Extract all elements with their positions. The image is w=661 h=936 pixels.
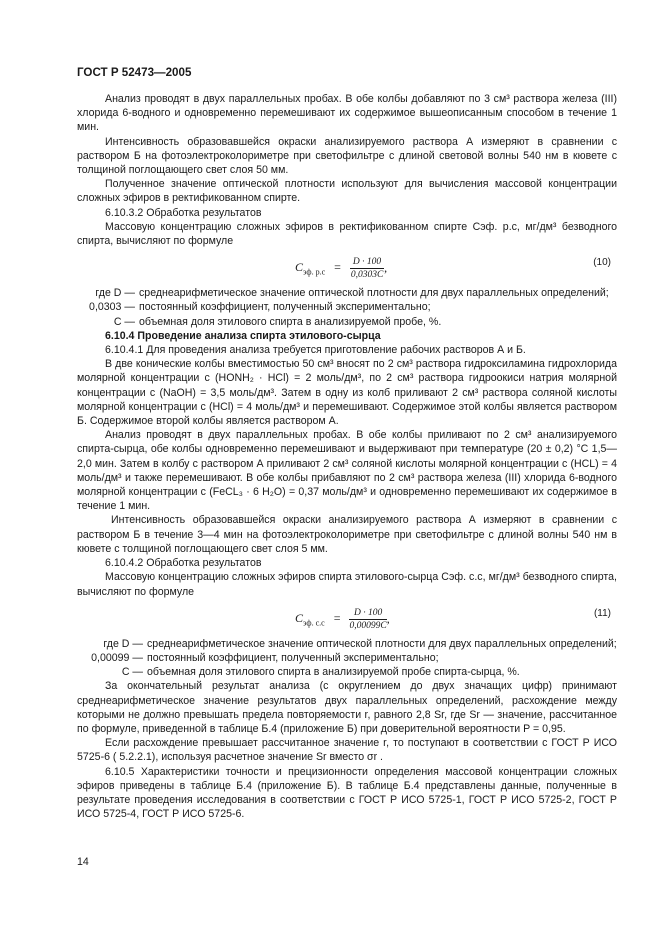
section-heading: 6.10.4 Проведение анализа спирта этилового-сырца [105,329,381,342]
paragraph: Полученное значение оптической плотности используют для вычисления массовой концентрации сложных эфиров в ректификованном спирте. [77,178,617,205]
paragraph: В две конические колбы вместимостью 50 см³ вносят по 2 см³ раствора гидроксиламина гидрохлорида молярной концентрации с (HONH₂ · HCl) = 2 моль/дм³, по 2 см³ раствора гидроокиси натрия молярной концентрации с (NaOH) = 3,5 моль/дм³. Затем в одну из колб приливают 2 см³ раствора соляной кислоты молярной концентрации с (HCl) = 4 моль/дм³ и перемешивают. Содержимое этой колбы является раствором Б. Содержимое второй колбы является раствором А. [77,358,617,428]
equation-number: (11) [593,607,611,619]
paragraph: 6.10.4.1 Для проведения анализа требуется приготовление рабочих растворов А и Б. [105,344,526,357]
equals-sign: = [334,260,341,275]
paragraph: За окончательный результат анализа (с округлением до двух значащих цифр) принимают среднеарифметическое значение результатов двух параллельных определений, расхождение между которыми не должно превышать предела повторяемости r, равного 2,8 Sr, где Sr — значение, рассчитанное по формуле, приведенной в таблице Б.4 (приложение Б) при доверительной вероятности P = 0,95. [77,680,617,735]
fraction-denominator: 0,0303C [350,270,384,281]
fraction [349,607,386,632]
formula-symbol: C [295,610,304,625]
equation-number: (10) [593,257,611,269]
definition-text: объемная доля этилового спирта в анализируемой пробе, %. [139,315,442,328]
formula-10 [77,248,617,286]
definition-symbol: где D — [103,637,143,650]
document-body [77,92,617,821]
definition-text: постоянный коэффициент, полученный экспериментально; [147,651,439,664]
definition-item [77,315,617,329]
paragraph: Массовую концентрацию сложных эфиров в ректификованном спирте Cэф. р.с, мг/дм³ безводного спирта, вычисляют по формуле [77,220,617,248]
definition-symbol: 0,00099 — [91,651,143,664]
fraction [350,256,384,281]
formula-symbol: C [295,260,304,275]
paragraph: Интенсивность образовавшейся окраски анализируемого раствора А измеряют в сравнении с раствором Б в течение 3—4 мин на фотоэлектроколориметре при светофильтре с длиной волны 540 нм в кювете с толщиной поглощающего свет слоя 5 мм. [77,514,617,555]
paragraph: Массовую концентрацию сложных эфиров спирта этилового-сырца Cэф. с.с, мг/дм³ безводного спирта, вычисляют по формуле [77,571,617,598]
formula-comma: , [386,610,390,625]
formula-11 [77,599,617,637]
standard-header: ГОСТ Р 52473—2005 [77,66,192,79]
definition-text: объемная доля этилового спирта в анализируемой пробе спирта-сырца, %. [147,666,520,679]
paragraph: 6.10.5 Характеристики точности и прецизионности определения массовой концентрации сложных эфиров приведены в таблице Б.4 (приложение Б). В таблице Б.4 представлены данные, полученные в результате проведения исследования в соответствии с ГОСТ Р ИСО 5725-1, ГОСТ Р ИСО 5725-2, ГОСТ Р ИСО 5725-4, ГОСТ Р ИСО 5725-6. [77,765,617,821]
formula-expression [295,256,387,281]
equals-sign: = [333,610,341,625]
definition-symbol: 0,0303 — [89,301,135,314]
paragraph: Если расхождение превышает рассчитанное значение r, то поступают в соответствии с ГОСТ Р ИСО 5725-6 ( 5.2.2.1), используя расчетное значение Sr вместо σr . [77,737,617,764]
formula-subscript: эф. с.с [303,618,325,628]
fraction-numerator: D · 100 [349,607,386,620]
subsection-title: 6.10.4.2 Обработка результатов [105,557,262,570]
page-number: 14 [77,856,89,868]
definition-text: среднеарифметическое значение оптической плотности для двух параллельных определений; [139,287,609,300]
definition-item [77,651,617,665]
fraction-denominator: 0,00099C [349,620,387,631]
definition-item [77,665,617,679]
paragraph: Анализ проводят в двух параллельных пробах. В обе колбы добавляют по 3 см³ раствора железа (III) хлорида 6-водного и одновременно перемешивают их содержимое вышеописанным способом в течение 1 мин. [77,93,617,134]
formula-comma: , [384,260,388,275]
definition-item [77,637,617,651]
definition-symbol: где D — [95,287,135,300]
definition-symbol: C — [113,315,135,328]
definition-item [77,286,617,300]
definition-symbol: C — [121,666,143,679]
paragraph: Интенсивность образовавшейся окраски анализируемого раствора А измеряют в сравнении с раствором Б на фотоэлектроколориметре при светофильтре с длиной световой волны 540 нм в кювете с толщиной поглощающего свет слоя 50 мм. [77,135,617,177]
subsection-title: 6.10.3.2 Обработка результатов [105,206,262,219]
definition-text: постоянный коэффициент, полученный экспериментально; [139,301,431,314]
definition-text: среднеарифметическое значение оптической плотности для двух параллельных определений; [147,637,617,650]
formula-subscript: эф. р.с [303,267,326,277]
definition-item [77,300,617,314]
fraction-numerator: D · 100 [350,256,384,269]
formula-expression [295,607,390,632]
paragraph: Анализ проводят в двух параллельных пробах. В обе колбы приливают по 2 см³ анализируемого спирта-сырца, обе колбы одновременно перемешивают и выдерживают при температуре (20 ± 0,2) °С 1,5—2,0 мин. Затем в колбу с раствором А приливают 2 см³ соляной кислоты молярной концентрации с (HCL) = 4 моль/дм³ и также перемешивают. В обе колбы прибавляют по 2 см³ раствора железа (III) хлорида 6-водного молярной концентрации с (FeCL₃ · 6 H₂O) = 0,37 моль/дм³ и одновременно перемешивают их содержимое в течение 1 мин. [77,429,617,513]
